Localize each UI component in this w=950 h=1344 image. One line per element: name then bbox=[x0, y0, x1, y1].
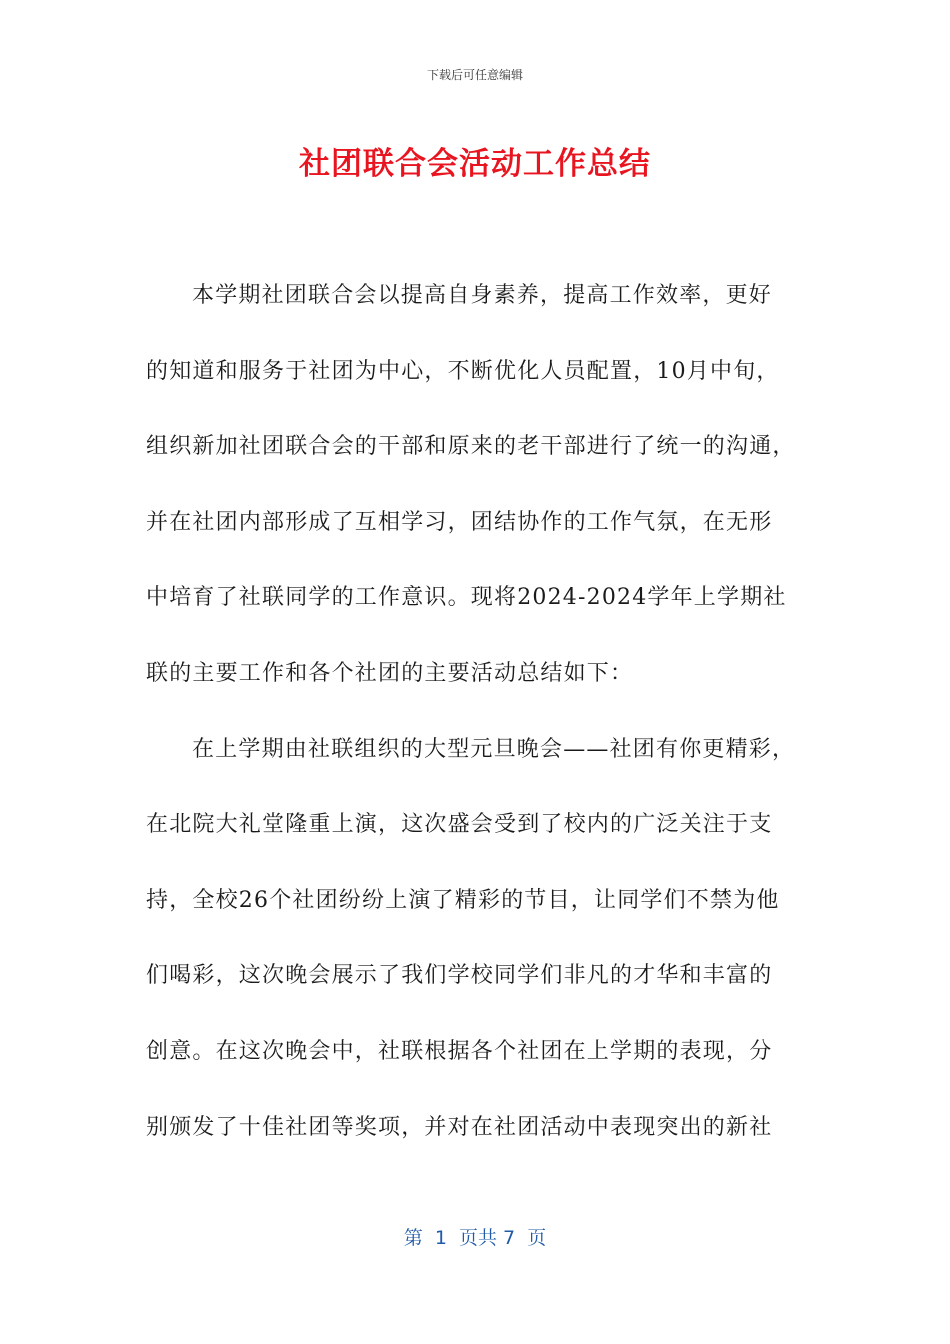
page-number: 第 1 页共 7 页 bbox=[403, 1227, 547, 1249]
text-line: 联的主要工作和各个社团的主要活动总结如下： bbox=[146, 660, 634, 686]
text-line: 们喝彩，这次晚会展示了我们学校同学们非凡的才华和丰富的 bbox=[146, 963, 773, 989]
document-title: 社团联合会活动工作总结 bbox=[299, 146, 651, 182]
text-line: 并在社团内部形成了互相学习，团结协作的工作气氛，在无形 bbox=[146, 509, 773, 535]
document-body bbox=[146, 258, 806, 1165]
text-line: 别颁发了十佳社团等奖项，并对在社团活动中表现突出的新社 bbox=[146, 1114, 773, 1140]
text-line: 组织新加社团联合会的干部和原来的老干部进行了统一的沟通， bbox=[146, 434, 796, 460]
header-note: 下载后可任意编辑 bbox=[426, 68, 523, 82]
text-line: 本学期社团联合会以提高自身素养，提高工作效率，更好 bbox=[192, 283, 773, 308]
text-line: 在上学期由社联组织的大型元旦晚会——社团有你更精彩， bbox=[192, 736, 796, 762]
text-line: 在北院大礼堂隆重上演，这次盛会受到了校内的广泛关注于支 bbox=[146, 812, 773, 838]
text-line: 创意。在这次晚会中，社联根据各个社团在上学期的表现，分 bbox=[146, 1038, 773, 1064]
text-line: 持，全校26个社团纷纷上演了精彩的节目，让同学们不禁为他 bbox=[146, 887, 780, 913]
text-line: 中培育了社联同学的工作意识。现将2024-2024学年上学期社 bbox=[146, 585, 787, 611]
text-line: 的知道和服务于社团为中心，不断优化人员配置，10月中旬， bbox=[146, 358, 780, 384]
